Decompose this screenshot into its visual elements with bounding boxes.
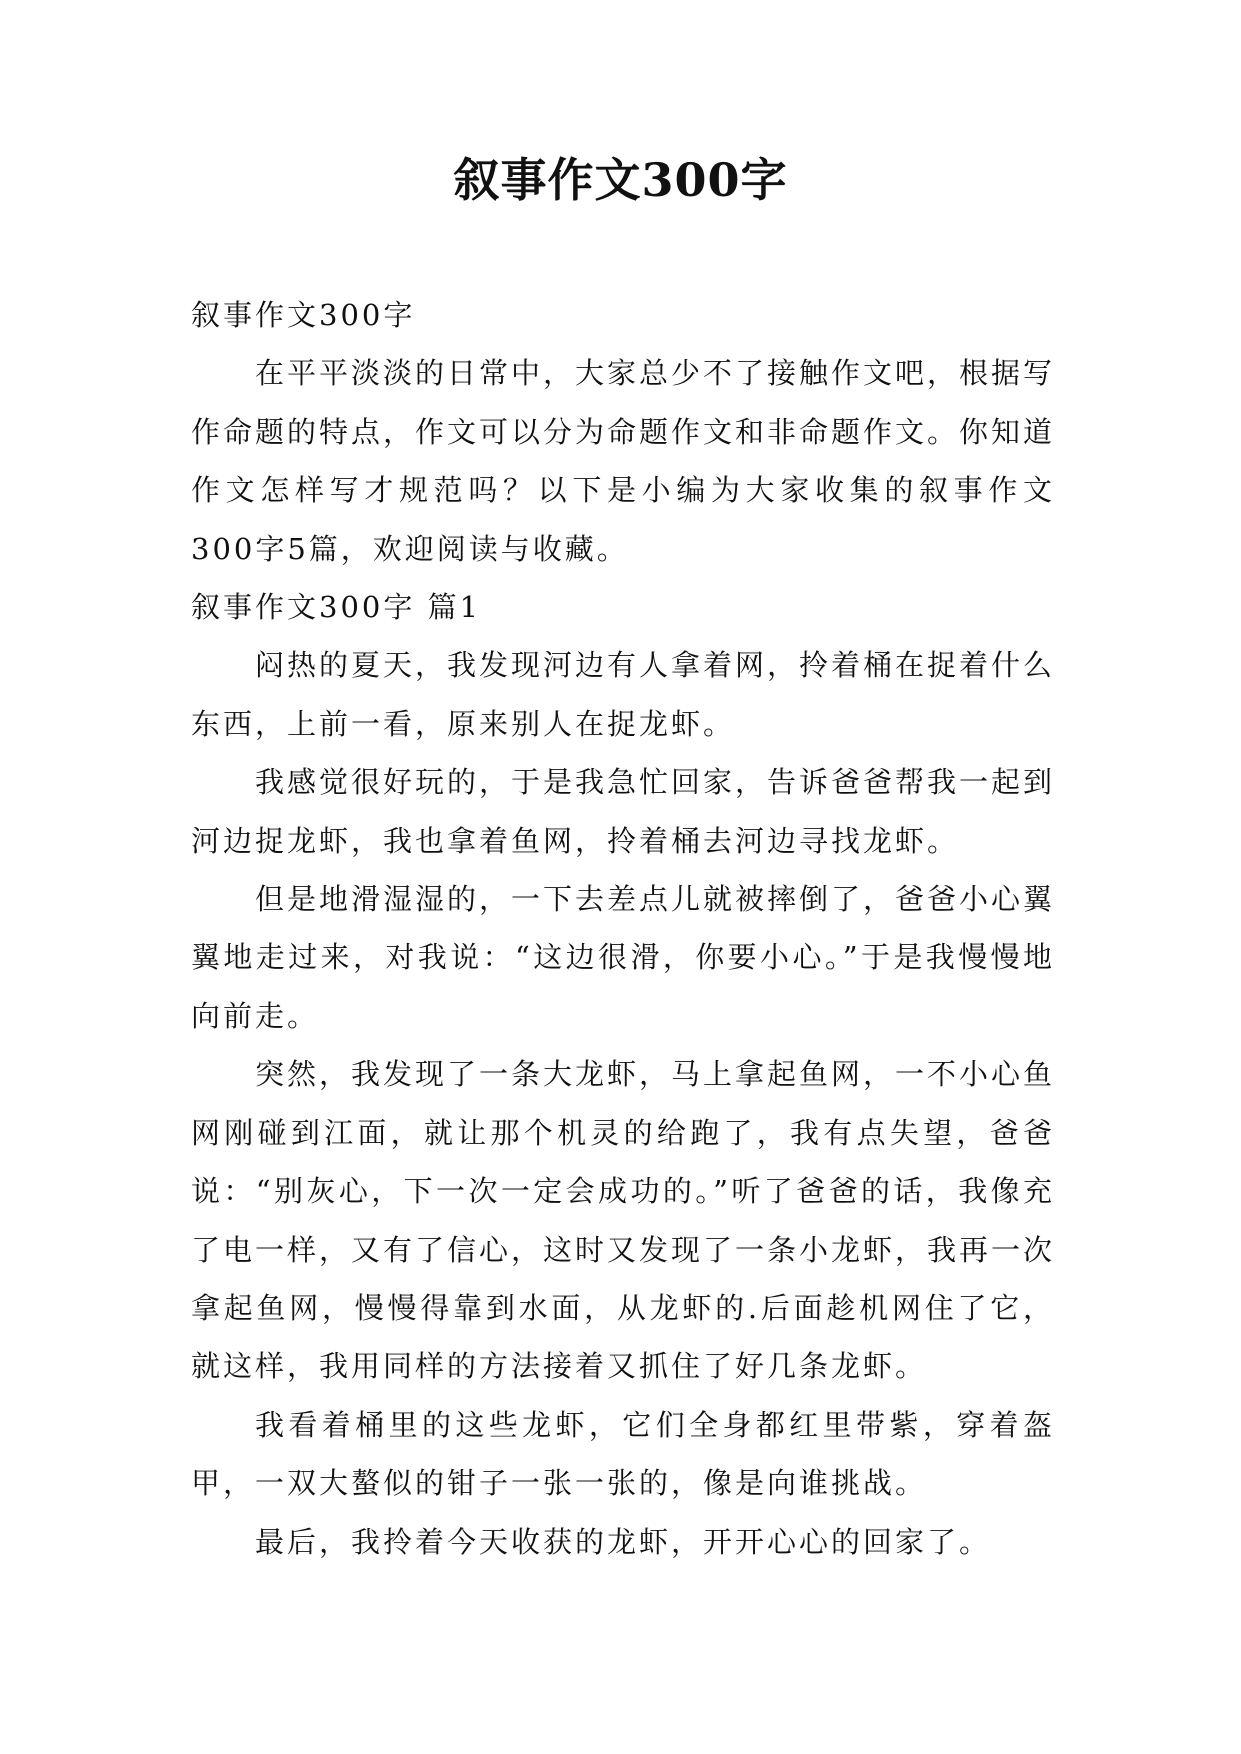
section-heading: 叙事作文300字 篇1 — [191, 590, 482, 625]
body-paragraph: 突然，我发现了一条大龙虾，马上拿起鱼网，一不小心鱼网刚碰到江面，就让那个机灵的给跑了，我有点失望，爸爸说：“别灰心，下一次一定会成功的。”听了爸爸的话，我像充了电一样，又有了信心，这时又发现了一条小龙虾，我再一次拿起鱼网，慢慢得靠到水面，从龙虾的.后面趁机网住了它，就这样，我用同样的方法接着又抓住了好几条龙虾。 — [191, 1057, 1056, 1384]
document-body — [191, 286, 1055, 1571]
intro-paragraph: 在平平淡淡的日常中，大家总少不了接触作文吧，根据写作命题的特点，作文可以分为命题作文和非命题作文。你知道作文怎样写才规范吗？以下是小编为大家收集的叙事作文300字5篇，欢迎阅读与收藏。 — [191, 356, 1056, 566]
document-title: 叙事作文300字 — [453, 153, 788, 207]
document-subtitle: 叙事作文300字 — [191, 298, 416, 332]
body-paragraph: 但是地滑湿湿的，一下去差点儿就被摔倒了，爸爸小心翼翼地走过来，对我说：“这边很滑，你要小心。”于是我慢慢地向前走。 — [191, 882, 1056, 1033]
body-paragraph: 我看着桶里的这些龙虾，它们全身都红里带紫，穿着盔甲，一双大螯似的钳子一张一张的，像是向谁挑战。 — [191, 1407, 1055, 1501]
body-paragraph: 最后，我拎着今天收获的龙虾，开开心心的回家了。 — [255, 1524, 992, 1559]
body-paragraph: 我感觉很好玩的，于是我急忙回家，告诉爸爸帮我一起到河边捉龙虾，我也拿着鱼网，拎着桶去河边寻找龙虾。 — [191, 765, 1056, 858]
body-paragraph: 闷热的夏天，我发现河边有人拿着网，拎着桶在捉着什么东西，上前一看，原来别人在捉龙虾。 — [191, 648, 1056, 741]
